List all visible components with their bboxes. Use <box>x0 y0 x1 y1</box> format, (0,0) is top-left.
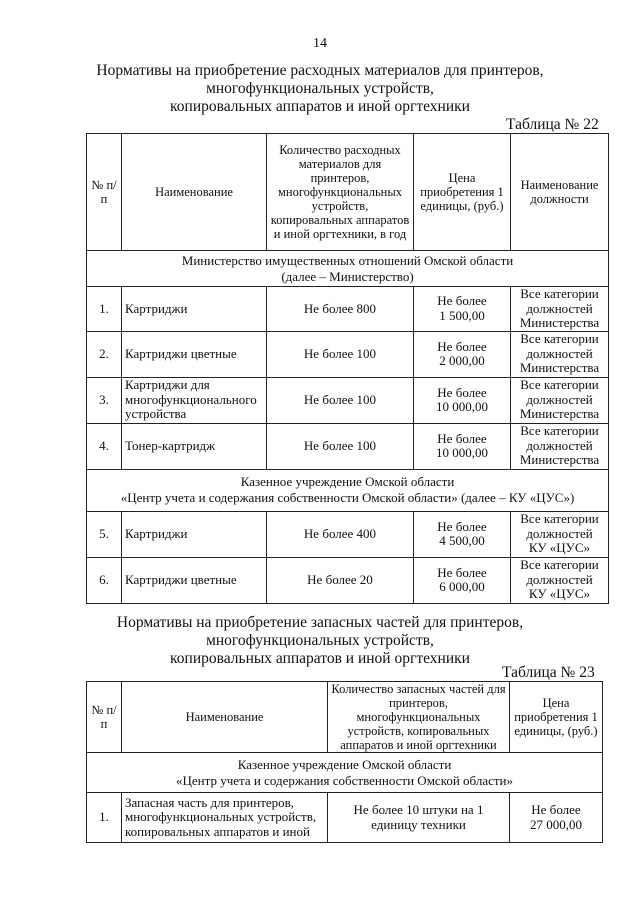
row-position <box>511 331 609 377</box>
row-position <box>511 423 609 469</box>
section-title-line: Казенное учреждение Омской области <box>237 756 452 772</box>
section-title-line: «Центр учета и содержания собственности Омской области» (далее – КУ «ЦУС») <box>120 490 575 505</box>
header-name: Наименование <box>122 682 328 753</box>
header-quantity: Количество запасных частей для принтеров, многофункциональных устройств, копировальных аппаратов и иной оргтехники <box>328 682 510 753</box>
row-quantity: Не более 10 штуки на 1 единицу техники <box>328 793 510 843</box>
section-title-line: Министерство имущественных отношений Омской области <box>181 252 514 268</box>
row-price <box>414 287 511 332</box>
row-position <box>511 557 609 603</box>
table22-header-row <box>87 134 609 251</box>
row-quantity: Не более 20 <box>267 557 414 603</box>
table-row <box>87 423 609 469</box>
table22-heading-line: многофункциональных устройств, <box>206 80 434 97</box>
section-title-line: Казенное учреждение Омской области <box>240 474 455 489</box>
row-number: 5. <box>87 511 122 557</box>
row-price <box>510 793 603 843</box>
position-line: должностей <box>526 571 593 587</box>
row-name: Картриджи цветные <box>122 557 267 603</box>
position-line: Все категории <box>520 557 599 573</box>
row-position <box>511 287 609 332</box>
section-title <box>87 469 609 511</box>
position-line: должностей <box>526 300 593 316</box>
price-label: Не более <box>437 430 487 446</box>
row-position <box>511 511 609 557</box>
table23-heading <box>60 614 580 668</box>
position-line: Все категории <box>520 511 599 527</box>
price-value: 6 000,00 <box>439 579 485 594</box>
row-quantity: Не более 400 <box>267 511 414 557</box>
row-quantity: Не более 100 <box>267 423 414 469</box>
position-line: Все категории <box>520 331 599 347</box>
table22-section-ministry <box>87 251 609 287</box>
row-number: 2. <box>87 331 122 377</box>
table-row <box>87 511 609 557</box>
position-line: должностей <box>526 345 593 361</box>
price-value: 10 000,00 <box>436 445 488 460</box>
table23-header-row <box>87 682 603 753</box>
row-number: 4. <box>87 423 122 469</box>
row-name: Картриджи <box>122 287 267 332</box>
row-name: Картриджи для многофункционального устройства <box>122 377 267 423</box>
position-line: Все категории <box>520 377 599 393</box>
price-label: Не более <box>531 802 581 817</box>
position-line: должностей <box>526 525 593 541</box>
header-number: № п/п <box>87 682 122 753</box>
header-name: Наименование <box>122 134 267 251</box>
table-row <box>87 377 609 423</box>
table-row <box>87 557 609 603</box>
position-line: должностей <box>526 437 593 453</box>
row-number: 3. <box>87 377 122 423</box>
row-price <box>414 557 511 603</box>
position-line: Министерства <box>519 452 600 468</box>
section-title-line: (далее – Министерство) <box>281 268 414 284</box>
table23-heading-line: многофункциональных устройств, <box>206 632 434 649</box>
price-value: 2 000,00 <box>439 353 485 368</box>
table23 <box>86 681 603 843</box>
position-line: Министерства <box>519 360 600 376</box>
row-price <box>414 331 511 377</box>
price-label: Не более <box>437 518 487 534</box>
position-line: КУ «ЦУС» <box>528 586 591 602</box>
header-number: № п/п <box>87 134 122 251</box>
position-line: должностей <box>526 391 593 407</box>
section-title-line: «Центр учета и содержания собственности Омской области» <box>175 772 514 788</box>
table23-section-kucus <box>87 753 603 793</box>
table-row <box>87 331 609 377</box>
table22-section-kucus <box>87 469 609 511</box>
row-name: Тонер-картридж <box>122 423 267 469</box>
table22 <box>86 133 609 604</box>
row-name: Картриджи цветные <box>122 331 267 377</box>
header-quantity: Количество расходных материалов для принтеров, многофункциональных устройств, копировальных аппаратов и иной оргтехники, в год <box>267 134 414 251</box>
row-quantity: Не более 100 <box>267 331 414 377</box>
price-value: 1 500,00 <box>439 307 485 323</box>
header-position: Наименование должности <box>511 134 609 251</box>
table23-heading-line: копировальных аппаратов и иной оргтехники <box>170 650 470 667</box>
position-line: Министерства <box>519 315 600 330</box>
row-price <box>414 423 511 469</box>
table22-heading-line: Нормативы на приобретение расходных материалов для принтеров, <box>96 62 544 79</box>
row-quantity: Не более 100 <box>267 377 414 423</box>
table-row <box>87 793 603 843</box>
row-position <box>511 377 609 423</box>
table22-heading <box>60 62 580 116</box>
table22-label: Таблица № 22 <box>506 116 599 133</box>
section-title <box>87 753 603 793</box>
row-quantity: Не более 800 <box>267 287 414 332</box>
position-line: Министерства <box>519 406 600 422</box>
table23-label: Таблица № 23 <box>502 664 595 681</box>
price-label: Не более <box>437 384 487 400</box>
row-price <box>414 377 511 423</box>
price-label: Не более <box>437 293 487 309</box>
position-line: Все категории <box>520 423 599 439</box>
header-price: Цена приобретения 1 единицы, (руб.) <box>510 682 603 753</box>
row-name: Картриджи <box>122 511 267 557</box>
price-label: Не более <box>437 564 487 580</box>
row-name: Запасная часть для принтеров, многофункциональных устройств, копировальных аппаратов и иной <box>122 793 328 843</box>
price-value: 4 500,00 <box>439 533 485 548</box>
row-number: 1. <box>87 793 122 843</box>
table23-heading-line: Нормативы на приобретение запасных частей для принтеров, <box>116 614 524 631</box>
position-line: Все категории <box>520 286 599 301</box>
table-row <box>87 287 609 332</box>
header-price: Цена приобретения 1 единицы, (руб.) <box>414 134 511 251</box>
section-title <box>87 251 609 287</box>
row-price <box>414 511 511 557</box>
row-number: 1. <box>87 287 122 332</box>
page-number: 14 <box>313 36 327 51</box>
table22-heading-line: копировальных аппаратов и иной оргтехники <box>170 98 470 115</box>
row-number: 6. <box>87 557 122 603</box>
price-label: Не более <box>437 338 487 354</box>
price-value: 27 000,00 <box>530 816 582 832</box>
price-value: 10 000,00 <box>436 399 488 414</box>
position-line: КУ «ЦУС» <box>528 540 591 556</box>
